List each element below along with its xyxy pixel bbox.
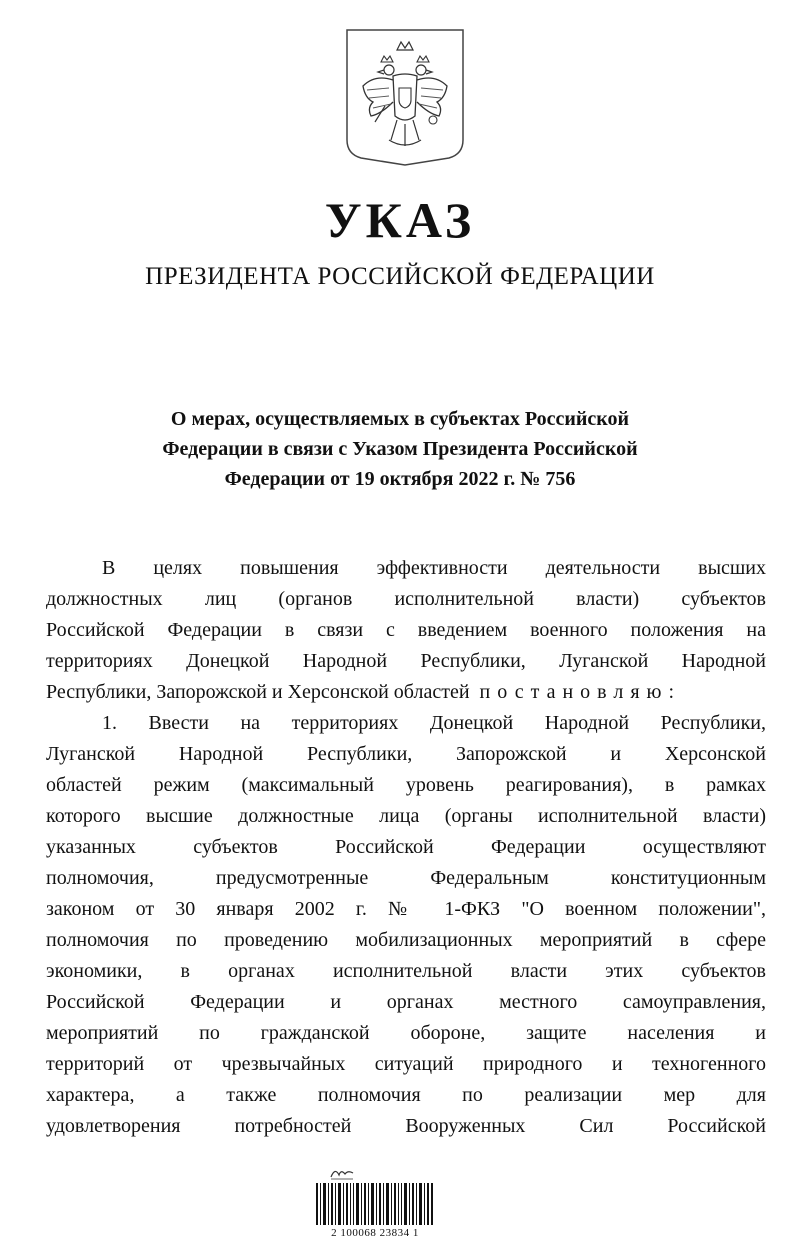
body-line: указанных субъектов Российской Федерации осуществляют (46, 836, 766, 858)
body-line: Луганской Народной Республики, Запорожской и Херсонской (46, 743, 766, 765)
body-line: территорий от чрезвычайных ситуаций природного и техногенного (46, 1053, 766, 1075)
decree-body (46, 553, 766, 1142)
body-line: законом от 30 января 2002 г. № 1-ФКЗ "О военном положении", (46, 898, 766, 920)
resolution-word: постановляю: (479, 681, 682, 703)
heading-line: О мерах, осуществляемых в субъектах Российской (170, 408, 630, 430)
body-line: областей режим (максимальный уровень реагирования), в рамках (46, 774, 766, 796)
body-line: полномочия, предусмотренные Федеральным конституционным (46, 867, 766, 889)
body-line: Российской Федерации и органах местного самоуправления, (46, 991, 766, 1013)
body-line: характера, а также полномочия по реализации мер для (46, 1084, 766, 1106)
body-line: В целях повышения эффективности деятельности высших (102, 557, 766, 579)
body-line: мероприятий по гражданской обороне, защите населения и (46, 1022, 766, 1044)
body-line: экономики, в органах исполнительной власти этих субъектов (46, 960, 766, 982)
initials-mark-icon (329, 1165, 355, 1181)
document-subtitle: ПРЕЗИДЕНТА РОССИЙСКОЙ ФЕДЕРАЦИИ (145, 263, 655, 290)
document-title: УКАЗ (324, 192, 476, 248)
body-line: удовлетворения потребностей Вооруженных Сил Российской (46, 1115, 766, 1137)
body-line: территориях Донецкой Народной Республики, Луганской Народной (46, 650, 766, 672)
body-line-text: Республики, Запорожской и Херсонской областей (46, 681, 470, 703)
body-line: Российской Федерации в связи с введением военного положения на (46, 619, 766, 641)
heading-line: Федерации в связи с Указом Президента Российской (162, 438, 638, 460)
barcode-number: 2 100068 23834 1 (331, 1227, 419, 1239)
barcode-bars (312, 1183, 438, 1225)
body-line: которого высшие должностные лица (органы исполнительной власти) (46, 805, 766, 827)
decree-heading (80, 404, 720, 494)
state-emblem (345, 28, 465, 166)
body-line: должностных лиц (органов исполнительной власти) субъектов (46, 588, 766, 610)
body-line-last (46, 677, 766, 708)
body-line: 1. Ввести на территориях Донецкой Народной Республики, (102, 712, 766, 734)
heading-line: Федерации от 19 октября 2022 г. № 756 (224, 468, 576, 490)
body-line: полномочия по проведению мобилизационных мероприятий в сфере (46, 929, 766, 951)
double-headed-eagle-icon (345, 28, 465, 166)
